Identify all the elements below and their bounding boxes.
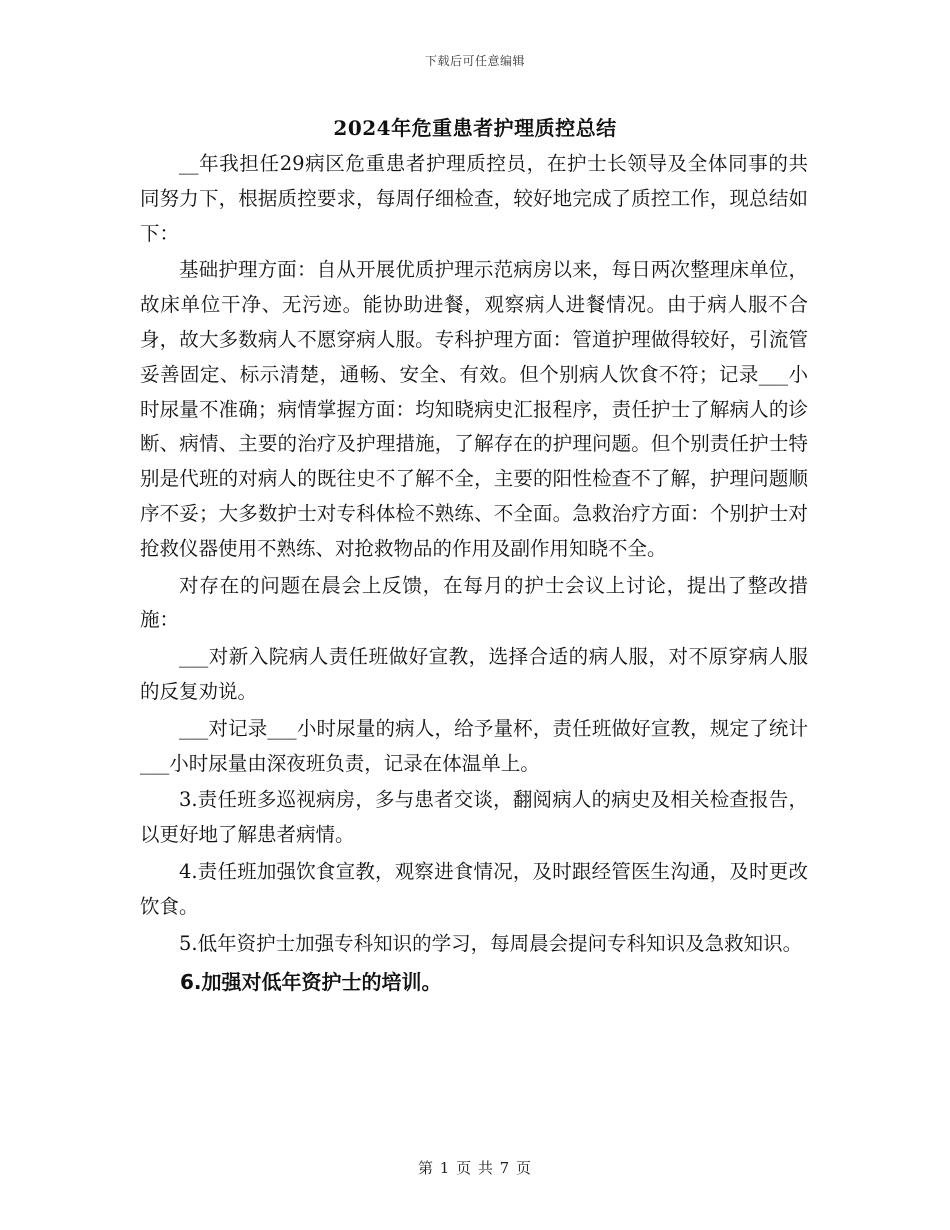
page-number: 第 1 页 共 7 页 bbox=[418, 1159, 532, 1177]
paragraph-intro: __年我担任29病区危重患者护理质控员，在护士长领导及全体同事的共同努力下，根据质控要求，每周仔细检查，较好地完成了质控工作，现总结如下： bbox=[140, 152, 808, 245]
paragraph-measure-2: ___对记录___小时尿量的病人，给予量杯，责任班做好宣教，规定了统计___小时尿量由深夜班负责，记录在体温单上。 bbox=[140, 716, 808, 775]
paragraph-measures-intro: 对存在的问题在晨会上反馈，在每月的护士会议上讨论，提出了整改措施： bbox=[140, 573, 808, 632]
page-header-note: 下载后可任意编辑 bbox=[424, 54, 525, 68]
paragraph-measure-3: 3.责任班多巡视病房，多与患者交谈，翻阅病人的病史及相关检查报告，以更好地了解患者病情。 bbox=[140, 788, 808, 847]
paragraph-measure-6: 6.加强对低年资护士的培训。 bbox=[180, 970, 442, 995]
paragraph-measure-5: 5.低年资护士加强专科知识的学习，每周晨会提问专科知识及急救知识。 bbox=[179, 931, 803, 955]
paragraph-basic-care: 基础护理方面：自从开展优质护理示范病房以来，每日两次整理床单位，故床单位干净、无污迹。能协助进餐，观察病人进餐情况。由于病人服不合身，故大多数病人不愿穿病人服。专科护理方面：管道护理做得较好，引流管妥善固定、标示清楚，通畅、安全、有效。但个别病人饮食不符；记录___小时尿量不准确；病情掌握方面：均知晓病史汇报程序，责任护士了解病人的诊断、病情、主要的治疗及护理措施，了解存在的护理问题。但个别责任护士特别是代班的对病人的既往史不了解不全，主要的阳性检查不了解，护理问题顺序不妥；大多数护士对专科体检不熟练、不全面。急救治疗方面：个别护士对抢救仪器使用不熟练、对抢救物品的作用及副作用知晓不全。 bbox=[140, 258, 808, 560]
document-title: 2024年危重患者护理质控总结 bbox=[333, 116, 617, 140]
paragraph-measure-4: 4.责任班加强饮食宣教，观察进食情况，及时跟经管医生沟通，及时更改饮食。 bbox=[140, 859, 808, 918]
paragraph-measure-1: ___对新入院病人责任班做好宣教，选择合适的病人服，对不原穿病人服的反复劝说。 bbox=[140, 645, 808, 703]
document-body bbox=[140, 147, 808, 1002]
